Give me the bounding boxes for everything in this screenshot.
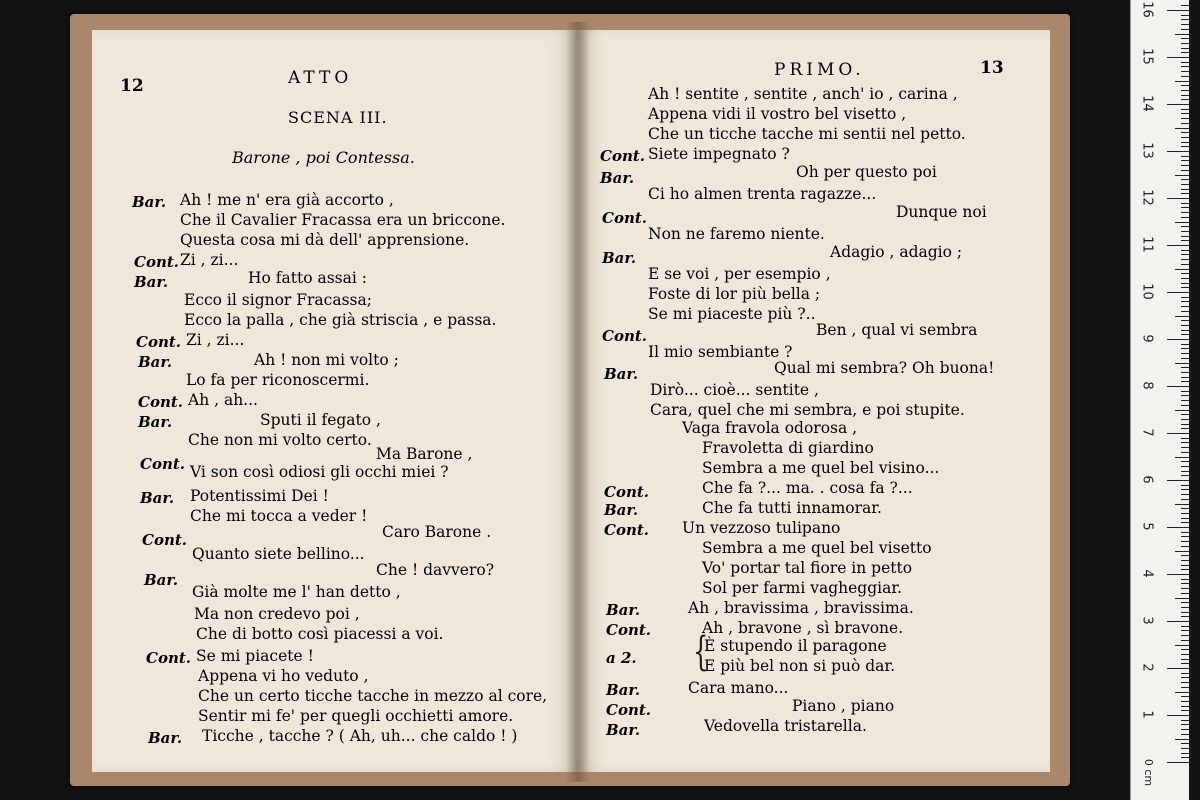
ruler-tick — [1181, 348, 1189, 349]
ruler-tick — [1181, 513, 1189, 514]
ruler-tick — [1181, 113, 1189, 114]
ruler-tick — [1181, 536, 1189, 537]
ruler-tick — [1181, 654, 1189, 655]
verse-line: Adagio , adagio ; — [830, 243, 963, 261]
ruler-tick — [1167, 762, 1189, 763]
ruler-number: 7 — [1139, 428, 1155, 437]
ruler-tick — [1181, 475, 1189, 476]
scene-title: SCENA III. — [288, 108, 388, 127]
ruler-tick — [1181, 109, 1189, 110]
speaker-label: a 2. — [606, 649, 637, 667]
speaker-label: Cont. — [604, 483, 649, 501]
verse-line: Se mi piacete ! — [196, 647, 314, 665]
ruler-tick — [1181, 344, 1189, 345]
ruler-tick — [1181, 142, 1189, 143]
verse-line: Sembra a me quel bel visino... — [702, 459, 940, 477]
verse-line: Cara mano... — [688, 679, 789, 697]
ruler-tick — [1181, 635, 1189, 636]
ruler-tick — [1167, 715, 1189, 716]
ruler-tick — [1181, 677, 1189, 678]
ruler-tick — [1181, 99, 1189, 100]
verse-line: Zi , zi... — [180, 251, 239, 269]
ruler-tick — [1181, 5, 1189, 6]
ruler-tick — [1181, 640, 1189, 641]
speaker-label: Bar. — [600, 169, 635, 187]
verse-line: Quanto siete bellino... — [192, 545, 365, 563]
ruler-tick — [1181, 240, 1189, 241]
ruler-tick — [1181, 522, 1189, 523]
ruler-tick — [1175, 316, 1189, 317]
ruler-tick — [1181, 649, 1189, 650]
ruler-tick — [1181, 560, 1189, 561]
ruler-tick — [1167, 10, 1189, 11]
verse-line: Vi son così odiosi gli occhi miei ? — [190, 463, 449, 481]
verse-line: Ho fatto assai : — [248, 269, 367, 287]
speaker-label: Cont. — [138, 393, 183, 411]
ruler-tick — [1181, 273, 1189, 274]
verse-line: Ben , qual vi sembra — [816, 321, 978, 339]
speaker-label: Bar. — [132, 193, 167, 211]
ruler-number: 15 — [1139, 48, 1155, 65]
ruler-tick — [1181, 165, 1189, 166]
ruler-tick — [1181, 207, 1189, 208]
ruler-tick — [1181, 696, 1189, 697]
ruler-tick — [1181, 15, 1189, 16]
ruler-tick — [1181, 682, 1189, 683]
ruler-tick — [1181, 179, 1189, 180]
ruler-tick — [1175, 363, 1189, 364]
ruler-tick — [1181, 137, 1189, 138]
verse-line: È stupendo il paragone — [704, 637, 887, 655]
speaker-label: Cont. — [600, 147, 645, 165]
speaker-label: Bar. — [138, 353, 173, 371]
ruler-tick — [1181, 52, 1189, 53]
ruler-tick — [1181, 400, 1189, 401]
duet-brace: { — [693, 629, 709, 675]
ruler-tick — [1181, 593, 1189, 594]
speaker-label: Bar. — [604, 365, 639, 383]
ruler-tick — [1175, 128, 1189, 129]
ruler-tick — [1181, 663, 1189, 664]
ruler-tick — [1181, 231, 1189, 232]
ruler-tick — [1175, 34, 1189, 35]
ruler-tick — [1181, 414, 1189, 415]
verse-line: Vedovella tristarella. — [704, 717, 867, 735]
ruler-number: 2 — [1139, 663, 1155, 672]
ruler-tick — [1181, 405, 1189, 406]
ruler-tick — [1181, 212, 1189, 213]
speaker-label: Cont. — [604, 521, 649, 539]
measurement-ruler — [1130, 0, 1189, 800]
ruler-tick — [1175, 598, 1189, 599]
verse-line: Ecco il signor Fracassa; — [184, 291, 372, 309]
ruler-tick — [1167, 104, 1189, 105]
ruler-tick — [1181, 391, 1189, 392]
ruler-number: 6 — [1139, 475, 1155, 484]
ruler-tick — [1175, 410, 1189, 411]
ruler-tick — [1167, 198, 1189, 199]
ruler-tick — [1181, 626, 1189, 627]
ruler-tick — [1181, 283, 1189, 284]
ruler-tick — [1181, 546, 1189, 547]
speaker-label: Cont. — [140, 455, 185, 473]
ruler-tick — [1181, 428, 1189, 429]
ruler-tick — [1175, 457, 1189, 458]
ruler-tick — [1181, 724, 1189, 725]
ruler-tick — [1181, 325, 1189, 326]
ruler-tick — [1181, 757, 1189, 758]
verse-line: Fravoletta di giardino — [702, 439, 874, 457]
ruler-number: 13 — [1139, 142, 1155, 159]
book-gutter — [566, 22, 590, 782]
ruler-tick — [1181, 710, 1189, 711]
verse-line: Che mi tocca a veder ! — [190, 507, 368, 525]
verse-line: Oh per questo poi — [796, 163, 937, 181]
ruler-tick — [1181, 38, 1189, 39]
ruler-tick — [1181, 330, 1189, 331]
ruler-tick — [1167, 57, 1189, 58]
ruler-tick — [1181, 419, 1189, 420]
ruler-tick — [1181, 499, 1189, 500]
verse-line: Ticche , tacche ? ( Ah, uh... che caldo ! ) — [202, 727, 518, 745]
ruler-tick — [1175, 504, 1189, 505]
ruler-tick — [1175, 692, 1189, 693]
ruler-tick — [1167, 480, 1189, 481]
speaker-label: Bar. — [140, 489, 175, 507]
ruler-tick — [1181, 673, 1189, 674]
speaker-label: Bar. — [144, 571, 179, 589]
ruler-tick — [1181, 367, 1189, 368]
ruler-tick — [1181, 353, 1189, 354]
ruler-tick — [1181, 532, 1189, 533]
ruler-number: 1 — [1139, 710, 1155, 719]
ruler-tick — [1181, 377, 1189, 378]
ruler-tick — [1181, 254, 1189, 255]
speaker-label: Bar. — [148, 729, 183, 747]
ruler-tick — [1181, 753, 1189, 754]
ruler-number: 12 — [1139, 189, 1155, 206]
ruler-tick — [1167, 151, 1189, 152]
verse-line: Che un ticche tacche mi sentii nel petto. — [648, 125, 966, 143]
verse-line: Che non mi volto certo. — [188, 431, 372, 449]
ruler-tick — [1181, 62, 1189, 63]
ruler-tick — [1167, 386, 1189, 387]
verse-line: Che il Cavalier Fracassa era un briccone. — [180, 211, 506, 229]
ruler-tick — [1181, 287, 1189, 288]
ruler-number: 11 — [1139, 236, 1155, 253]
ruler-tick — [1181, 729, 1189, 730]
ruler-number: 14 — [1139, 95, 1155, 112]
speaker-label: Cont. — [602, 209, 647, 227]
verse-line: Sentir mi fe' per quegli occhietti amore. — [198, 707, 514, 725]
ruler-tick — [1167, 574, 1189, 575]
ruler-number: 10 — [1139, 283, 1155, 300]
verse-line: Appena vi ho veduto , — [198, 667, 369, 685]
ruler-tick — [1181, 48, 1189, 49]
ruler-tick — [1181, 29, 1189, 30]
ruler-tick — [1181, 278, 1189, 279]
ruler-tick — [1181, 583, 1189, 584]
ruler-tick — [1181, 508, 1189, 509]
verse-line: Questa cosa mi dà dell' apprensione. — [180, 231, 470, 249]
verse-line: Che di botto così piacessi a voi. — [196, 625, 444, 643]
right-running-head: PRIMO. — [774, 60, 865, 80]
ruler-tick — [1181, 442, 1189, 443]
ruler-tick — [1181, 170, 1189, 171]
ruler-tick — [1181, 19, 1189, 20]
ruler-tick — [1181, 555, 1189, 556]
ruler-number: 4 — [1139, 569, 1155, 578]
ruler-tick — [1181, 334, 1189, 335]
ruler-tick — [1181, 189, 1189, 190]
ruler-tick — [1181, 687, 1189, 688]
speaker-label: Bar. — [138, 413, 173, 431]
verse-line: Non ne faremo niente. — [648, 225, 825, 243]
ruler-tick — [1181, 701, 1189, 702]
speaker-label: Cont. — [146, 649, 191, 667]
speaker-label: Cont. — [606, 621, 651, 639]
ruler-tick — [1181, 485, 1189, 486]
ruler-tick — [1167, 527, 1189, 528]
ruler-tick — [1181, 250, 1189, 251]
verse-line: Vaga fravola odorosa , — [682, 419, 858, 437]
ruler-tick — [1167, 339, 1189, 340]
ruler-number: 5 — [1139, 522, 1155, 531]
ruler-tick — [1181, 320, 1189, 321]
ruler-tick — [1181, 706, 1189, 707]
verse-line: Sembra a me quel bel visetto — [702, 539, 932, 557]
verse-line: E se voi , per esempio , — [648, 265, 831, 283]
verse-line: Potentissimi Dei ! — [190, 487, 329, 505]
ruler-number: 8 — [1139, 381, 1155, 390]
speaker-label: Bar. — [606, 681, 641, 699]
ruler-tick — [1181, 438, 1189, 439]
ruler-tick — [1181, 146, 1189, 147]
verse-line: Dunque noi — [896, 203, 987, 221]
ruler-tick — [1181, 541, 1189, 542]
ruler-unit: 0 cm — [1142, 758, 1156, 787]
ruler-tick — [1181, 118, 1189, 119]
ruler-tick — [1167, 621, 1189, 622]
verse-line: Ci ho almen trenta ragazze... — [648, 185, 877, 203]
speaker-label: Cont. — [142, 531, 187, 549]
verse-line: Ah , ah... — [188, 391, 258, 409]
ruler-tick — [1181, 607, 1189, 608]
verse-line: Il mio sembiante ? — [648, 343, 793, 361]
ruler-tick — [1181, 630, 1189, 631]
ruler-tick — [1181, 381, 1189, 382]
verse-line: Ecco la palla , che già striscia , e passa. — [184, 311, 497, 329]
speaker-label: Bar. — [134, 273, 169, 291]
ruler-tick — [1181, 588, 1189, 589]
ruler-tick — [1181, 471, 1189, 472]
ruler-tick — [1181, 358, 1189, 359]
ruler-tick — [1175, 739, 1189, 740]
left-page-number: 12 — [120, 76, 144, 96]
ruler-tick — [1181, 311, 1189, 312]
ruler-tick — [1167, 668, 1189, 669]
verse-line: Ah ! me n' era già accorto , — [180, 191, 394, 209]
speaker-label: Cont. — [136, 333, 181, 351]
verse-line: E più bel non si può dar. — [704, 657, 896, 675]
verse-line: Zi , zi... — [186, 331, 245, 349]
verse-line: Se mi piaceste più ?.. — [648, 305, 816, 323]
ruler-tick — [1181, 123, 1189, 124]
ruler-tick — [1181, 132, 1189, 133]
ruler-tick — [1181, 734, 1189, 735]
speaker-label: Bar. — [604, 501, 639, 519]
ruler-tick — [1181, 565, 1189, 566]
ruler-tick — [1181, 494, 1189, 495]
speaker-label: Cont. — [134, 253, 179, 271]
ruler-tick — [1181, 90, 1189, 91]
ruler-number: 16 — [1139, 1, 1155, 18]
ruler-tick — [1181, 616, 1189, 617]
verse-line: Qual mi sembra? Oh buona! — [774, 359, 995, 377]
ruler-tick — [1181, 466, 1189, 467]
ruler-tick — [1175, 551, 1189, 552]
ruler-tick — [1181, 156, 1189, 157]
verse-line: Sol per farmi vagheggiar. — [702, 579, 902, 597]
left-running-head: ATTO — [288, 68, 353, 88]
ruler-tick — [1181, 264, 1189, 265]
ruler-tick — [1181, 720, 1189, 721]
ruler-tick — [1181, 461, 1189, 462]
verse-line: Ah , bravissima , bravissima. — [688, 599, 914, 617]
ruler-tick — [1181, 184, 1189, 185]
ruler-tick — [1181, 85, 1189, 86]
ruler-tick — [1181, 76, 1189, 77]
verse-line: Già molte me l' han detto , — [192, 583, 401, 601]
ruler-tick — [1167, 245, 1189, 246]
ruler-tick — [1181, 452, 1189, 453]
ruler-tick — [1181, 602, 1189, 603]
verse-line: Vo' portar tal fiore in petto — [702, 559, 913, 577]
ruler-tick — [1181, 395, 1189, 396]
verse-line: Che un certo ticche tacche in mezzo al core, — [198, 687, 548, 705]
verse-line: Ma Barone , — [376, 445, 473, 463]
speaker-label: Bar. — [606, 721, 641, 739]
ruler-tick — [1167, 433, 1189, 434]
ruler-tick — [1175, 222, 1189, 223]
stage-direction: Barone , poi Contessa. — [232, 148, 415, 167]
ruler-tick — [1175, 175, 1189, 176]
ruler-tick — [1181, 489, 1189, 490]
ruler-tick — [1181, 71, 1189, 72]
verse-line: Siete impegnato ? — [648, 145, 790, 163]
ruler-tick — [1175, 269, 1189, 270]
verse-line: Che ! davvero? — [376, 561, 494, 579]
verse-line: Ah , bravone , sì bravone. — [702, 619, 904, 637]
ruler-tick — [1181, 236, 1189, 237]
verse-line: Ah ! non mi volto ; — [254, 351, 399, 369]
verse-line: Lo fa per riconoscermi. — [186, 371, 370, 389]
verse-line: Piano , piano — [792, 697, 895, 715]
verse-line: Appena vidi il vostro bel visetto , — [648, 105, 907, 123]
verse-line: Caro Barone . — [382, 523, 492, 541]
verse-line: Ma non credevo poi , — [194, 605, 360, 623]
speaker-label: Bar. — [606, 601, 641, 619]
verse-line: Che fa tutti innamorar. — [702, 499, 882, 517]
ruler-tick — [1181, 217, 1189, 218]
verse-line: Dirò... cioè... sentite , — [650, 381, 819, 399]
ruler-tick — [1181, 306, 1189, 307]
ruler-number: 9 — [1139, 334, 1155, 343]
ruler-tick — [1181, 66, 1189, 67]
ruler-tick — [1181, 612, 1189, 613]
verse-line: Foste di lor più bella ; — [648, 285, 821, 303]
speaker-label: Cont. — [602, 327, 647, 345]
ruler-tick — [1181, 579, 1189, 580]
verse-line: Un vezzoso tulipano — [682, 519, 841, 537]
ruler-tick — [1181, 447, 1189, 448]
ruler-tick — [1181, 203, 1189, 204]
right-page-number: 13 — [980, 58, 1004, 78]
ruler-tick — [1181, 659, 1189, 660]
ruler-tick — [1181, 95, 1189, 96]
ruler-tick — [1181, 259, 1189, 260]
speaker-label: Cont. — [606, 701, 651, 719]
ruler-tick — [1181, 424, 1189, 425]
ruler-tick — [1181, 226, 1189, 227]
speaker-label: Bar. — [602, 249, 637, 267]
verse-line: Cara, quel che mi sembra, e poi stupite. — [650, 401, 965, 419]
ruler-tick — [1181, 518, 1189, 519]
verse-line: Ah ! sentite , sentite , anch' io , carina , — [648, 85, 958, 103]
ruler-tick — [1181, 748, 1189, 749]
ruler-tick — [1167, 292, 1189, 293]
ruler-tick — [1175, 645, 1189, 646]
ruler-tick — [1181, 743, 1189, 744]
ruler-number: 3 — [1139, 616, 1155, 625]
ruler-tick — [1181, 297, 1189, 298]
verse-line: Che fa ?... ma. . cosa fa ?... — [702, 479, 913, 497]
ruler-tick — [1181, 569, 1189, 570]
ruler-tick — [1181, 24, 1189, 25]
ruler-tick — [1181, 372, 1189, 373]
verse-line: Sputi il fegato , — [260, 411, 381, 429]
ruler-tick — [1181, 43, 1189, 44]
ruler-tick — [1181, 193, 1189, 194]
ruler-tick — [1181, 301, 1189, 302]
ruler-tick — [1181, 160, 1189, 161]
ruler-tick — [1175, 81, 1189, 82]
